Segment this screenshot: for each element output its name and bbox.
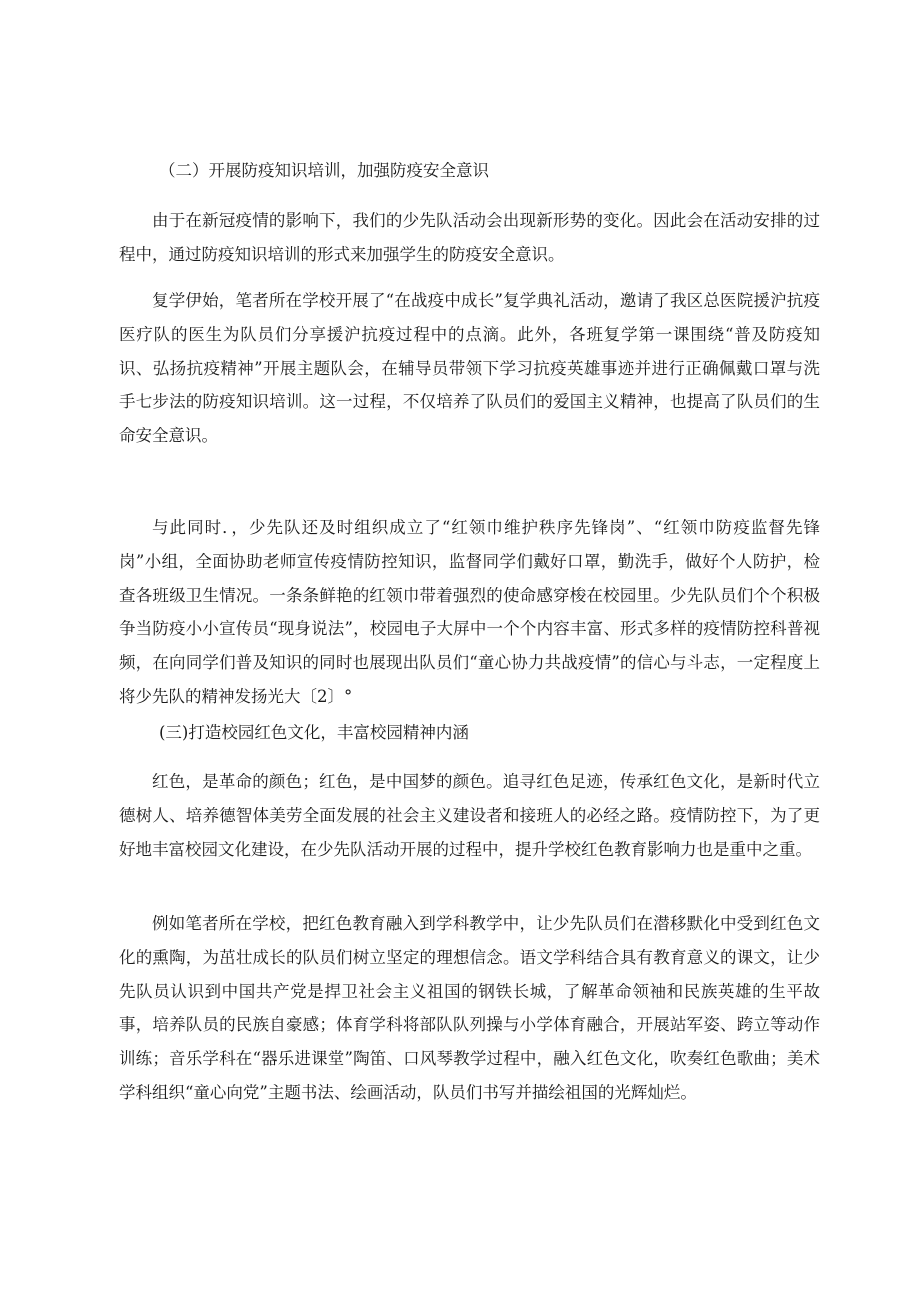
paragraph-red-culture: 红色，是革命的颜色；红色，是中国梦的颜色。追寻红色足迹，传承红色文化，是新时代立德树人、培养德智体美劳全面发展的社会主义建设者和接班人的必经之路。疫情防控下，为了更好地丰富校园文化建设，在少先队活动开展的过程中，提升学校红色教育影响力也是重中之重。 <box>119 772 820 859</box>
section-heading-three: (三)打造校园红色文化，丰富校园精神内涵 <box>159 723 469 742</box>
paragraph-subject-teaching: 例如笔者所在学校，把红色教育融入到学科教学中，让少先队员们在潜移默化中受到红色文化的熏陶，为茁壮成长的队员们树立坚定的理想信念。语文学科结合具有教育意义的课文，让少先队员认识到中国共产党是捍卫社会主义祖国的钢铁长城，了解革命领袖和民族英雄的生平故事，培养队员的民族自豪感；体育学科将部队队列操与小学体育融合，开展站军姿、跨立等动作训练；音乐学科在“器乐进课堂”陶笛、口风琴教学过程中，融入红色文化，吹奏红色歌曲；美术学科组织“童心向党”主题书法、绘画活动，队员们书写并描绘祖国的光辉灿烂。 <box>119 914 820 1102</box>
section-heading-two: （二）开展防疫知识培训，加强防疫安全意识 <box>159 161 489 180</box>
paragraph-school-reopening: 复学伊始，笔者所在学校开展了“在战疫中成长”复学典礼活动，邀请了我区总医院援沪抗疫医疗队的医生为队员们分享援沪抗疫过程中的点滴。此外，各班复学第一课围绕“普及防疫知识、弘扬抗疫精神”开展主题队会，在辅导员带领下学习抗疫英雄事迹并进行正确佩戴口罩与洗手七步法的防疫知识培训。这一过程，不仅培养了队员们的爱国主义精神，也提高了队员们的生命安全意识。 <box>119 291 820 446</box>
paragraph-epidemic-influence: 由于在新冠疫情的影响下，我们的少先队活动会出现新形势的变化。因此会在活动安排的过程中，通过防疫知识培训的形式来加强学生的防疫安全意识。 <box>119 211 820 264</box>
paragraph-red-scarf-posts: 与此同时．，少先队还及时组织成立了“红领巾维护秩序先锋岗”、“红领巾防疫监督先锋岗”小组，全面协助老师宣传疫情防控知识，监督同学们戴好口罩，勤洗手，做好个人防护，检查各班级卫生情况。一条条鲜艳的红领巾带着强烈的使命感穿梭在校园里。少先队员们个个积极争当防疫小小宣传员“现身说法”，校园电子大屏中一个个内容丰富、形式多样的疫情防控科普视频，在向同学们普及知识的同时也展现出队员们“童心协力共战疫情”的信心与斗志，一定程度上将少先队的精神发扬光大〔2〕° <box>119 518 820 706</box>
